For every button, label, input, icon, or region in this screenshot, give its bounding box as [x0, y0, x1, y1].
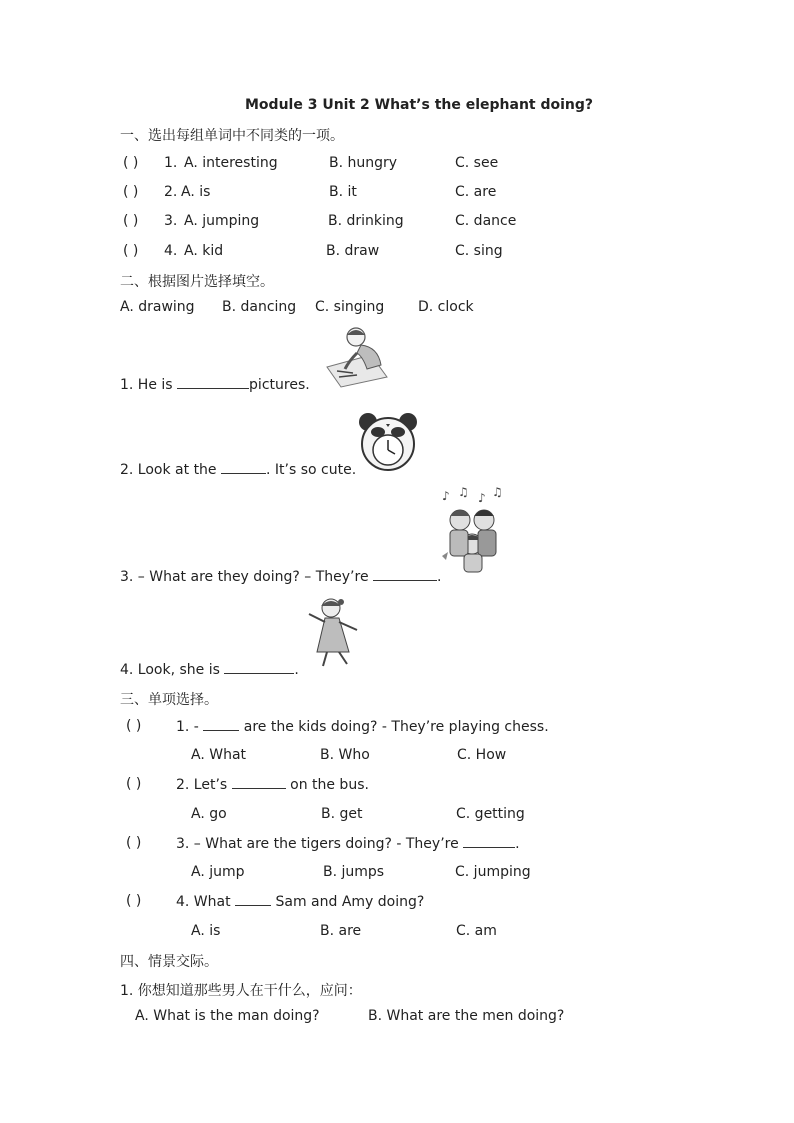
answer-paren[interactable]: ( ): [123, 213, 139, 229]
sentence-start: 1. He is: [120, 377, 178, 393]
section4-heading: 四、情景交际。: [120, 954, 218, 970]
sentence-end: .: [437, 569, 442, 585]
option-b: B. Who: [320, 747, 370, 763]
sentence-end: . It’s so cute.: [266, 462, 357, 478]
answer-paren[interactable]: ( ): [126, 776, 142, 792]
section2-heading: 二、根据图片选择填空。: [120, 274, 274, 290]
option-c: C. jumping: [455, 864, 531, 880]
item-number: 2.: [164, 184, 178, 200]
sentence-start: 2. Look at the: [120, 462, 221, 478]
option-a: A. go: [191, 806, 227, 822]
question-start: 2. Let’s: [176, 777, 232, 793]
question-start: 1. -: [176, 719, 204, 735]
sentence-end: pictures.: [249, 377, 310, 393]
answer-blank[interactable]: [177, 376, 249, 389]
option-c: C. see: [455, 155, 499, 171]
option-b: B. jumps: [323, 864, 385, 880]
option-c: C. are: [455, 184, 497, 200]
answer-paren[interactable]: ( ): [123, 155, 139, 171]
option-b: B. drinking: [328, 213, 404, 229]
word-bank-a: A. drawing: [120, 299, 195, 315]
question-end: are the kids doing? - They’re playing chess.: [239, 719, 549, 735]
option-a: A. jumping: [184, 213, 260, 229]
section4-option-a: A. What is the man doing?: [135, 1008, 320, 1024]
option-c: C. dance: [455, 213, 517, 229]
answer-blank[interactable]: [235, 893, 271, 906]
svg-text:♪: ♪: [442, 489, 450, 503]
word-bank-d: D. clock: [418, 299, 474, 315]
option-a: A. jump: [191, 864, 245, 880]
sentence-start: 4. Look, she is: [120, 662, 225, 678]
section3-heading: 三、单项选择。: [120, 692, 218, 708]
answer-blank[interactable]: [373, 568, 437, 581]
answer-paren[interactable]: ( ): [123, 243, 139, 259]
item-number: 4.: [164, 243, 178, 259]
word-bank-c: C. singing: [315, 299, 385, 315]
girl-dancing-illustration: [305, 596, 365, 670]
option-c: C. sing: [455, 243, 503, 259]
question-end: on the bus.: [285, 777, 369, 793]
kids-singing-illustration: [438, 486, 506, 578]
option-a: A. is: [191, 923, 221, 939]
option-c: C. am: [456, 923, 497, 939]
option-b: B. hungry: [329, 155, 398, 171]
section1-heading: 一、选出每组单词中不同类的一项。: [120, 128, 344, 144]
section2-item-3: [120, 568, 441, 585]
answer-paren[interactable]: ( ): [123, 184, 139, 200]
section4-question-1: 1. 你想知道那些男人在干什么，应问：: [120, 983, 362, 999]
item-number: 1.: [164, 155, 178, 171]
answer-paren[interactable]: ( ): [126, 893, 142, 909]
section2-item-1: [120, 376, 310, 393]
option-a: A. kid: [184, 243, 224, 259]
page-title: Module 3 Unit 2 What’s the elephant doing?: [245, 97, 594, 113]
svg-text:♫: ♫: [492, 486, 503, 499]
option-a: A. interesting: [184, 155, 278, 171]
question-start: 4. What: [176, 894, 236, 910]
option-a: A. is: [181, 184, 211, 200]
answer-paren[interactable]: ( ): [126, 835, 142, 851]
section2-item-4: [120, 661, 299, 678]
option-a: A. What: [191, 747, 247, 763]
answer-blank[interactable]: [463, 835, 515, 848]
section4-option-b: B. What are the men doing?: [368, 1008, 565, 1024]
question-end: Sam and Amy doing?: [271, 894, 425, 910]
question-start: 3. – What are the tigers doing? - They’re: [176, 836, 464, 852]
svg-text:♫: ♫: [458, 486, 469, 499]
answer-blank[interactable]: [203, 718, 239, 731]
question-end: .: [515, 836, 520, 852]
section2-item-2: [120, 461, 356, 478]
answer-paren[interactable]: ( ): [126, 718, 142, 734]
sentence-start: 3. – What are they doing? – They’re: [120, 569, 374, 585]
option-c: C. getting: [456, 806, 525, 822]
answer-blank[interactable]: [224, 661, 294, 674]
option-b: B. get: [321, 806, 363, 822]
option-c: C. How: [457, 747, 507, 763]
option-b: B. draw: [326, 243, 380, 259]
answer-blank[interactable]: [221, 461, 266, 474]
word-bank-b: B. dancing: [222, 299, 297, 315]
item-number: 3.: [164, 213, 178, 229]
option-b: B. are: [320, 923, 362, 939]
option-b: B. it: [329, 184, 357, 200]
sentence-end: .: [294, 662, 299, 678]
answer-blank[interactable]: [232, 776, 286, 789]
boy-drawing-illustration: [323, 325, 389, 388]
svg-text:♪: ♪: [478, 491, 486, 505]
panda-clock-illustration: [358, 410, 418, 472]
